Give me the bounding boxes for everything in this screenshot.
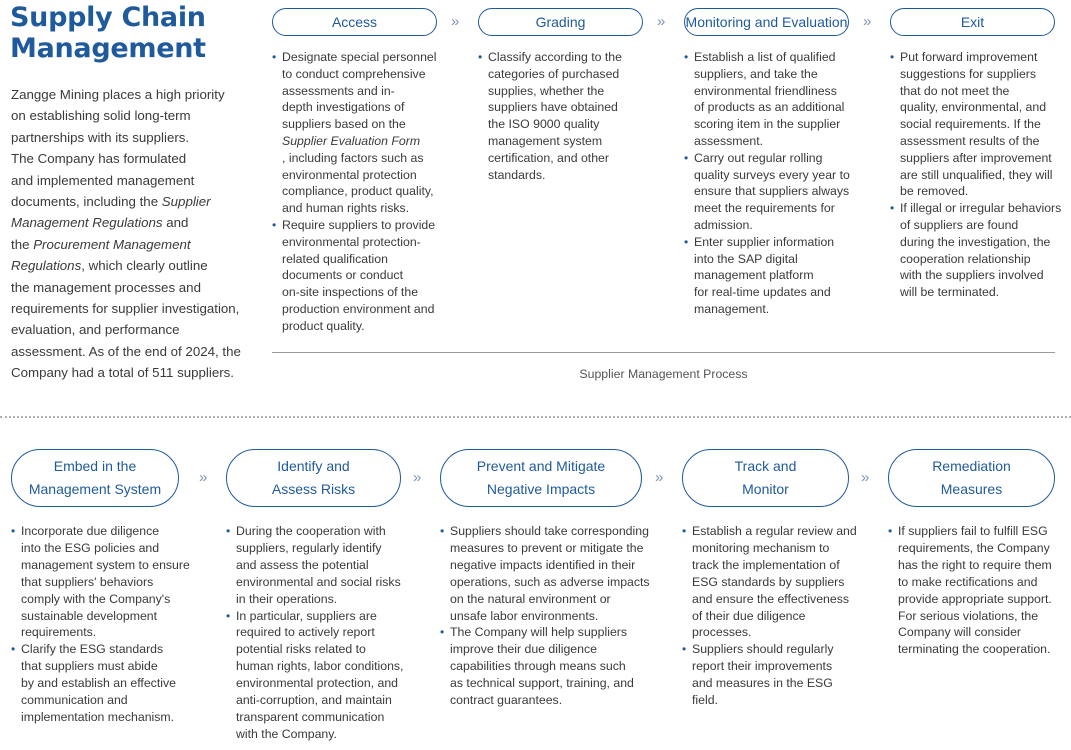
intro-line	[11, 255, 259, 276]
text-line: certification, and other	[488, 150, 609, 165]
page-title-line: Management	[10, 33, 206, 64]
text-line: suppliers based on the	[282, 117, 406, 132]
text-line: to make rectifications and	[898, 574, 1038, 589]
bullet-icon: •	[684, 234, 689, 249]
step-identify	[226, 449, 401, 507]
text-line: measures to prevent or mitigate the	[450, 540, 644, 555]
text-line: categories of purchased	[488, 66, 620, 81]
text-line: cooperation relationship	[900, 251, 1031, 266]
text-line: required to actively report	[236, 625, 375, 640]
text-line: management.	[694, 301, 770, 316]
prevent-details	[440, 523, 665, 709]
text-line: Put forward improvement	[900, 50, 1038, 64]
bullet-icon: •	[440, 524, 445, 538]
text-line: For serious violations, the	[898, 608, 1039, 623]
text-line	[282, 133, 452, 150]
document-title-procurement: Regulations	[11, 258, 82, 274]
list-item	[890, 49, 1070, 200]
step-label: Access	[331, 13, 378, 30]
intro-text: and	[162, 215, 189, 231]
step-label: Track and	[734, 458, 797, 474]
text-line: environmental protection-	[282, 234, 421, 249]
text-line: and assess the potential	[236, 557, 369, 572]
bullet-icon: •	[226, 524, 231, 538]
text-line: management system to ensure	[21, 557, 190, 572]
list-item	[478, 49, 658, 183]
intro-line: the management processes and	[11, 279, 201, 295]
list-item	[682, 523, 867, 641]
text-line: in their operations.	[236, 591, 338, 606]
intro-line: requirements for supplier investigation,	[11, 301, 240, 317]
step-label: Negative Impacts	[486, 481, 596, 497]
intro-line: Zangge Mining places a high priority	[11, 87, 225, 102]
chevron-right-icon: »	[863, 13, 869, 30]
bullet-icon: •	[682, 524, 687, 538]
text-line: suppliers have obtained	[488, 100, 618, 115]
text-line: be removed.	[900, 184, 969, 199]
text-line: to conduct comprehensive	[282, 66, 426, 81]
text-line: and measures in the ESG	[692, 676, 833, 691]
text-line: ESG standards by suppliers	[692, 574, 845, 589]
list-item	[226, 608, 421, 743]
step-prevent	[440, 449, 642, 507]
bullet-icon: •	[440, 625, 445, 640]
document-title-supplier-mgmt: Supplier	[161, 194, 211, 210]
step-monitoring-evaluation	[684, 8, 849, 36]
text-line: If illegal or irregular behaviors	[900, 201, 1062, 216]
text-line: comply with the Company's	[21, 591, 171, 606]
text-line: management platform	[694, 268, 814, 283]
document-title-supplier-mgmt: Management Regulations	[11, 215, 163, 231]
text-line: environmental friendliness	[694, 83, 837, 98]
text-line: Carry out regular rolling	[694, 150, 823, 165]
step-label: Remediation	[932, 458, 1011, 474]
text-line: related qualification	[282, 251, 388, 266]
text-line: and ensure the effectiveness	[692, 591, 850, 606]
text-line: are still unqualified, they will	[900, 167, 1053, 182]
text-line: of products as an additional	[694, 100, 845, 115]
intro-line: and implemented management	[11, 172, 195, 188]
chevron-right-icon: »	[655, 469, 661, 486]
text-line: Establish a list of qualified	[694, 50, 836, 64]
text-line: Classify according to the	[488, 50, 622, 64]
step-access	[272, 8, 437, 36]
intro-line: Company had a total of 511 suppliers.	[11, 365, 234, 381]
embed-details	[11, 523, 206, 726]
text-line: improve their due diligence	[450, 642, 597, 657]
text-line: with the suppliers involved	[900, 268, 1044, 283]
text-line: potential risks related to	[236, 642, 366, 657]
text-line: on-site inspections of the	[282, 285, 419, 300]
page-title-line: Supply Chain	[10, 2, 206, 33]
text-line: track the implementation of	[692, 557, 840, 572]
text-line: Incorporate due diligence	[21, 524, 160, 538]
text-line: During the cooperation with	[236, 524, 386, 538]
bullet-icon: •	[682, 642, 687, 657]
text-line: The Company will help suppliers	[450, 625, 628, 640]
text-line: unsafe labor environments.	[450, 608, 599, 623]
text-line: , including factors such as	[282, 150, 424, 165]
list-item	[272, 49, 452, 217]
intro-line	[11, 234, 259, 255]
track-details	[682, 523, 867, 709]
step-grading	[478, 8, 643, 36]
bullet-icon: •	[684, 150, 689, 165]
step-label: Management System	[28, 481, 162, 497]
step-label: Embed in the	[53, 458, 137, 474]
text-line: standards.	[488, 167, 546, 182]
text-line: meet the requirements for	[694, 201, 835, 216]
chevron-right-icon: »	[657, 13, 663, 30]
text-line: environmental and social risks	[236, 574, 401, 589]
bullet-icon: •	[890, 50, 895, 64]
text-line: that do not meet the	[900, 83, 1010, 98]
text-line: Suppliers should take corresponding	[450, 524, 649, 538]
text-line: for real-time updates and	[694, 285, 831, 300]
list-item	[890, 200, 1070, 301]
intro-line: on establishing solid long-term	[11, 108, 191, 124]
chevron-right-icon: »	[451, 13, 457, 30]
text-line: into the ESG policies and	[21, 540, 160, 555]
list-item	[682, 641, 867, 709]
step-label: Grading	[535, 13, 586, 30]
text-line: Suppliers should regularly	[692, 642, 834, 657]
list-item	[684, 49, 864, 150]
text-line: field.	[692, 693, 718, 708]
text-line: production environment and	[282, 301, 435, 316]
text-line: into the SAP digital	[694, 251, 798, 266]
text-line: capabilities through means such	[450, 659, 626, 674]
text-line: that suppliers must abide	[21, 659, 158, 674]
step-label: Assess Risks	[271, 481, 356, 497]
text-line: transparent communication	[236, 709, 385, 724]
text-line: during the investigation, the	[900, 234, 1051, 249]
text-line: ensure that suppliers always	[694, 184, 850, 199]
text-line: In particular, suppliers are	[236, 608, 377, 623]
intro-line: partnerships with its suppliers.	[11, 129, 190, 145]
access-details	[272, 49, 452, 335]
text-line: communication and	[21, 693, 128, 708]
page-title	[10, 2, 206, 64]
intro-line	[11, 191, 259, 212]
intro-line: assessment. As of the end of 2024, the	[11, 343, 241, 359]
text-line: report their improvements	[692, 659, 833, 674]
chevron-right-icon: »	[861, 469, 867, 486]
bullet-icon: •	[11, 524, 16, 538]
text-line: sustainable development	[21, 608, 158, 623]
text-line: depth investigations of	[282, 100, 405, 115]
intro-text: documents, including the	[11, 194, 162, 210]
text-line: human rights, labor conditions,	[236, 659, 404, 674]
step-label: Monitor	[742, 481, 789, 497]
intro-text: , which clearly outline	[81, 258, 208, 274]
text-line: the ISO 9000 quality	[488, 117, 600, 132]
text-line: assessment.	[694, 133, 764, 148]
text-line: provide appropriate support.	[898, 591, 1052, 606]
identify-details	[226, 523, 421, 743]
text-line: environmental protection	[282, 167, 417, 182]
text-line: operations, such as adverse impacts	[450, 574, 650, 589]
step-track	[682, 449, 849, 507]
text-line: assessments and in-	[282, 83, 395, 98]
step-label: Measures	[940, 481, 1003, 497]
text-line: environmental protection, and	[236, 676, 399, 691]
text-line: requirements, the Company	[898, 540, 1050, 555]
figure-caption: Supplier Management Process	[579, 367, 748, 381]
text-line: compliance, product quality,	[282, 184, 434, 199]
intro-text: the	[11, 236, 34, 252]
text-line: and human rights risks.	[282, 201, 410, 216]
text-line: quality surveys every year to	[694, 167, 850, 182]
text-line: Establish a regular review and	[692, 524, 857, 538]
text-line: suppliers, and take the	[694, 66, 818, 81]
text-line: on the natural environment or	[450, 591, 611, 606]
text-line: with the Company.	[236, 726, 337, 741]
list-item	[11, 641, 206, 726]
text-line: implementation mechanism.	[21, 709, 175, 724]
chevron-right-icon: »	[413, 469, 419, 486]
list-item	[272, 217, 452, 335]
text-line: contract guarantees.	[450, 693, 563, 708]
monitoring-details	[684, 49, 864, 318]
step-label: Identify and	[277, 458, 350, 474]
text-line: quality, environmental, and	[900, 100, 1047, 115]
exit-details	[890, 49, 1070, 301]
list-item	[11, 523, 206, 641]
text-line: that suppliers' behaviors	[21, 574, 154, 589]
text-line: assessment results of the	[900, 133, 1040, 148]
text-line: anti-corruption, and maintain	[236, 693, 392, 708]
text-line: will be terminated.	[900, 285, 1000, 300]
step-remediation	[888, 449, 1055, 507]
text-line: has the right to require them	[898, 557, 1052, 572]
bullet-icon: •	[11, 642, 16, 657]
text-line: of suppliers are found	[900, 217, 1019, 232]
bullet-icon: •	[478, 50, 483, 64]
text-line: monitoring mechanism to	[692, 540, 830, 555]
text-line: processes.	[692, 625, 752, 640]
bullet-icon: •	[684, 50, 689, 64]
step-embed	[11, 449, 179, 507]
step-label: Exit	[960, 13, 985, 30]
list-item	[684, 234, 864, 318]
bullet-icon: •	[272, 217, 277, 232]
text-line: Enter supplier information	[694, 234, 835, 249]
text-line: admission.	[694, 217, 753, 232]
grading-details	[478, 49, 658, 183]
intro-line	[11, 212, 259, 233]
chevron-right-icon: »	[199, 469, 205, 486]
bullet-icon: •	[888, 524, 893, 538]
remediation-details	[888, 523, 1068, 658]
bullet-icon: •	[272, 50, 277, 64]
text-line: product quality.	[282, 318, 365, 333]
text-line: Require suppliers to provide	[282, 217, 436, 232]
text-line: as technical support, training, and	[450, 676, 634, 691]
divider	[272, 352, 1055, 353]
list-item	[888, 523, 1068, 658]
text-line: supplies, whether the	[488, 83, 605, 98]
text-line: scoring item in the supplier	[694, 117, 841, 132]
bullet-icon: •	[890, 201, 895, 216]
text-line: negative impacts identified in their	[450, 557, 636, 572]
text-line: terminating the cooperation.	[898, 642, 1051, 657]
text-line: documents or conduct	[282, 268, 403, 283]
step-label: Monitoring and Evaluation	[685, 13, 848, 30]
step-exit	[890, 8, 1055, 36]
text-line: social requirements. If the	[900, 117, 1041, 132]
text-line: requirements.	[21, 625, 97, 640]
text-line: suppliers, regularly identify	[236, 540, 382, 555]
text-line: suggestions for suppliers	[900, 66, 1037, 81]
document-title-procurement: Procurement Management	[33, 236, 191, 252]
list-item	[440, 523, 665, 624]
text-line: of their due diligence	[692, 608, 806, 623]
list-item	[440, 624, 665, 709]
text-line: If suppliers fail to fulfill ESG	[898, 524, 1048, 538]
text-line: management system	[488, 133, 603, 148]
text-line: Company will consider	[898, 625, 1022, 640]
section-divider	[0, 416, 1071, 418]
list-item	[684, 150, 864, 234]
intro-paragraph	[11, 84, 259, 384]
list-item	[226, 523, 421, 608]
intro-line: evaluation, and performance	[11, 322, 180, 338]
step-label: Prevent and Mitigate	[476, 458, 606, 474]
bullet-icon: •	[226, 608, 231, 623]
form-title: Supplier Evaluation Form	[282, 133, 421, 148]
text-line: Clarify the ESG standards	[21, 642, 164, 657]
intro-line: The Company has formulated	[11, 151, 187, 167]
text-line: suppliers after improvement	[900, 150, 1052, 165]
text-line: by and establish an effective	[21, 676, 176, 691]
text-line: Designate special personnel	[282, 50, 437, 64]
